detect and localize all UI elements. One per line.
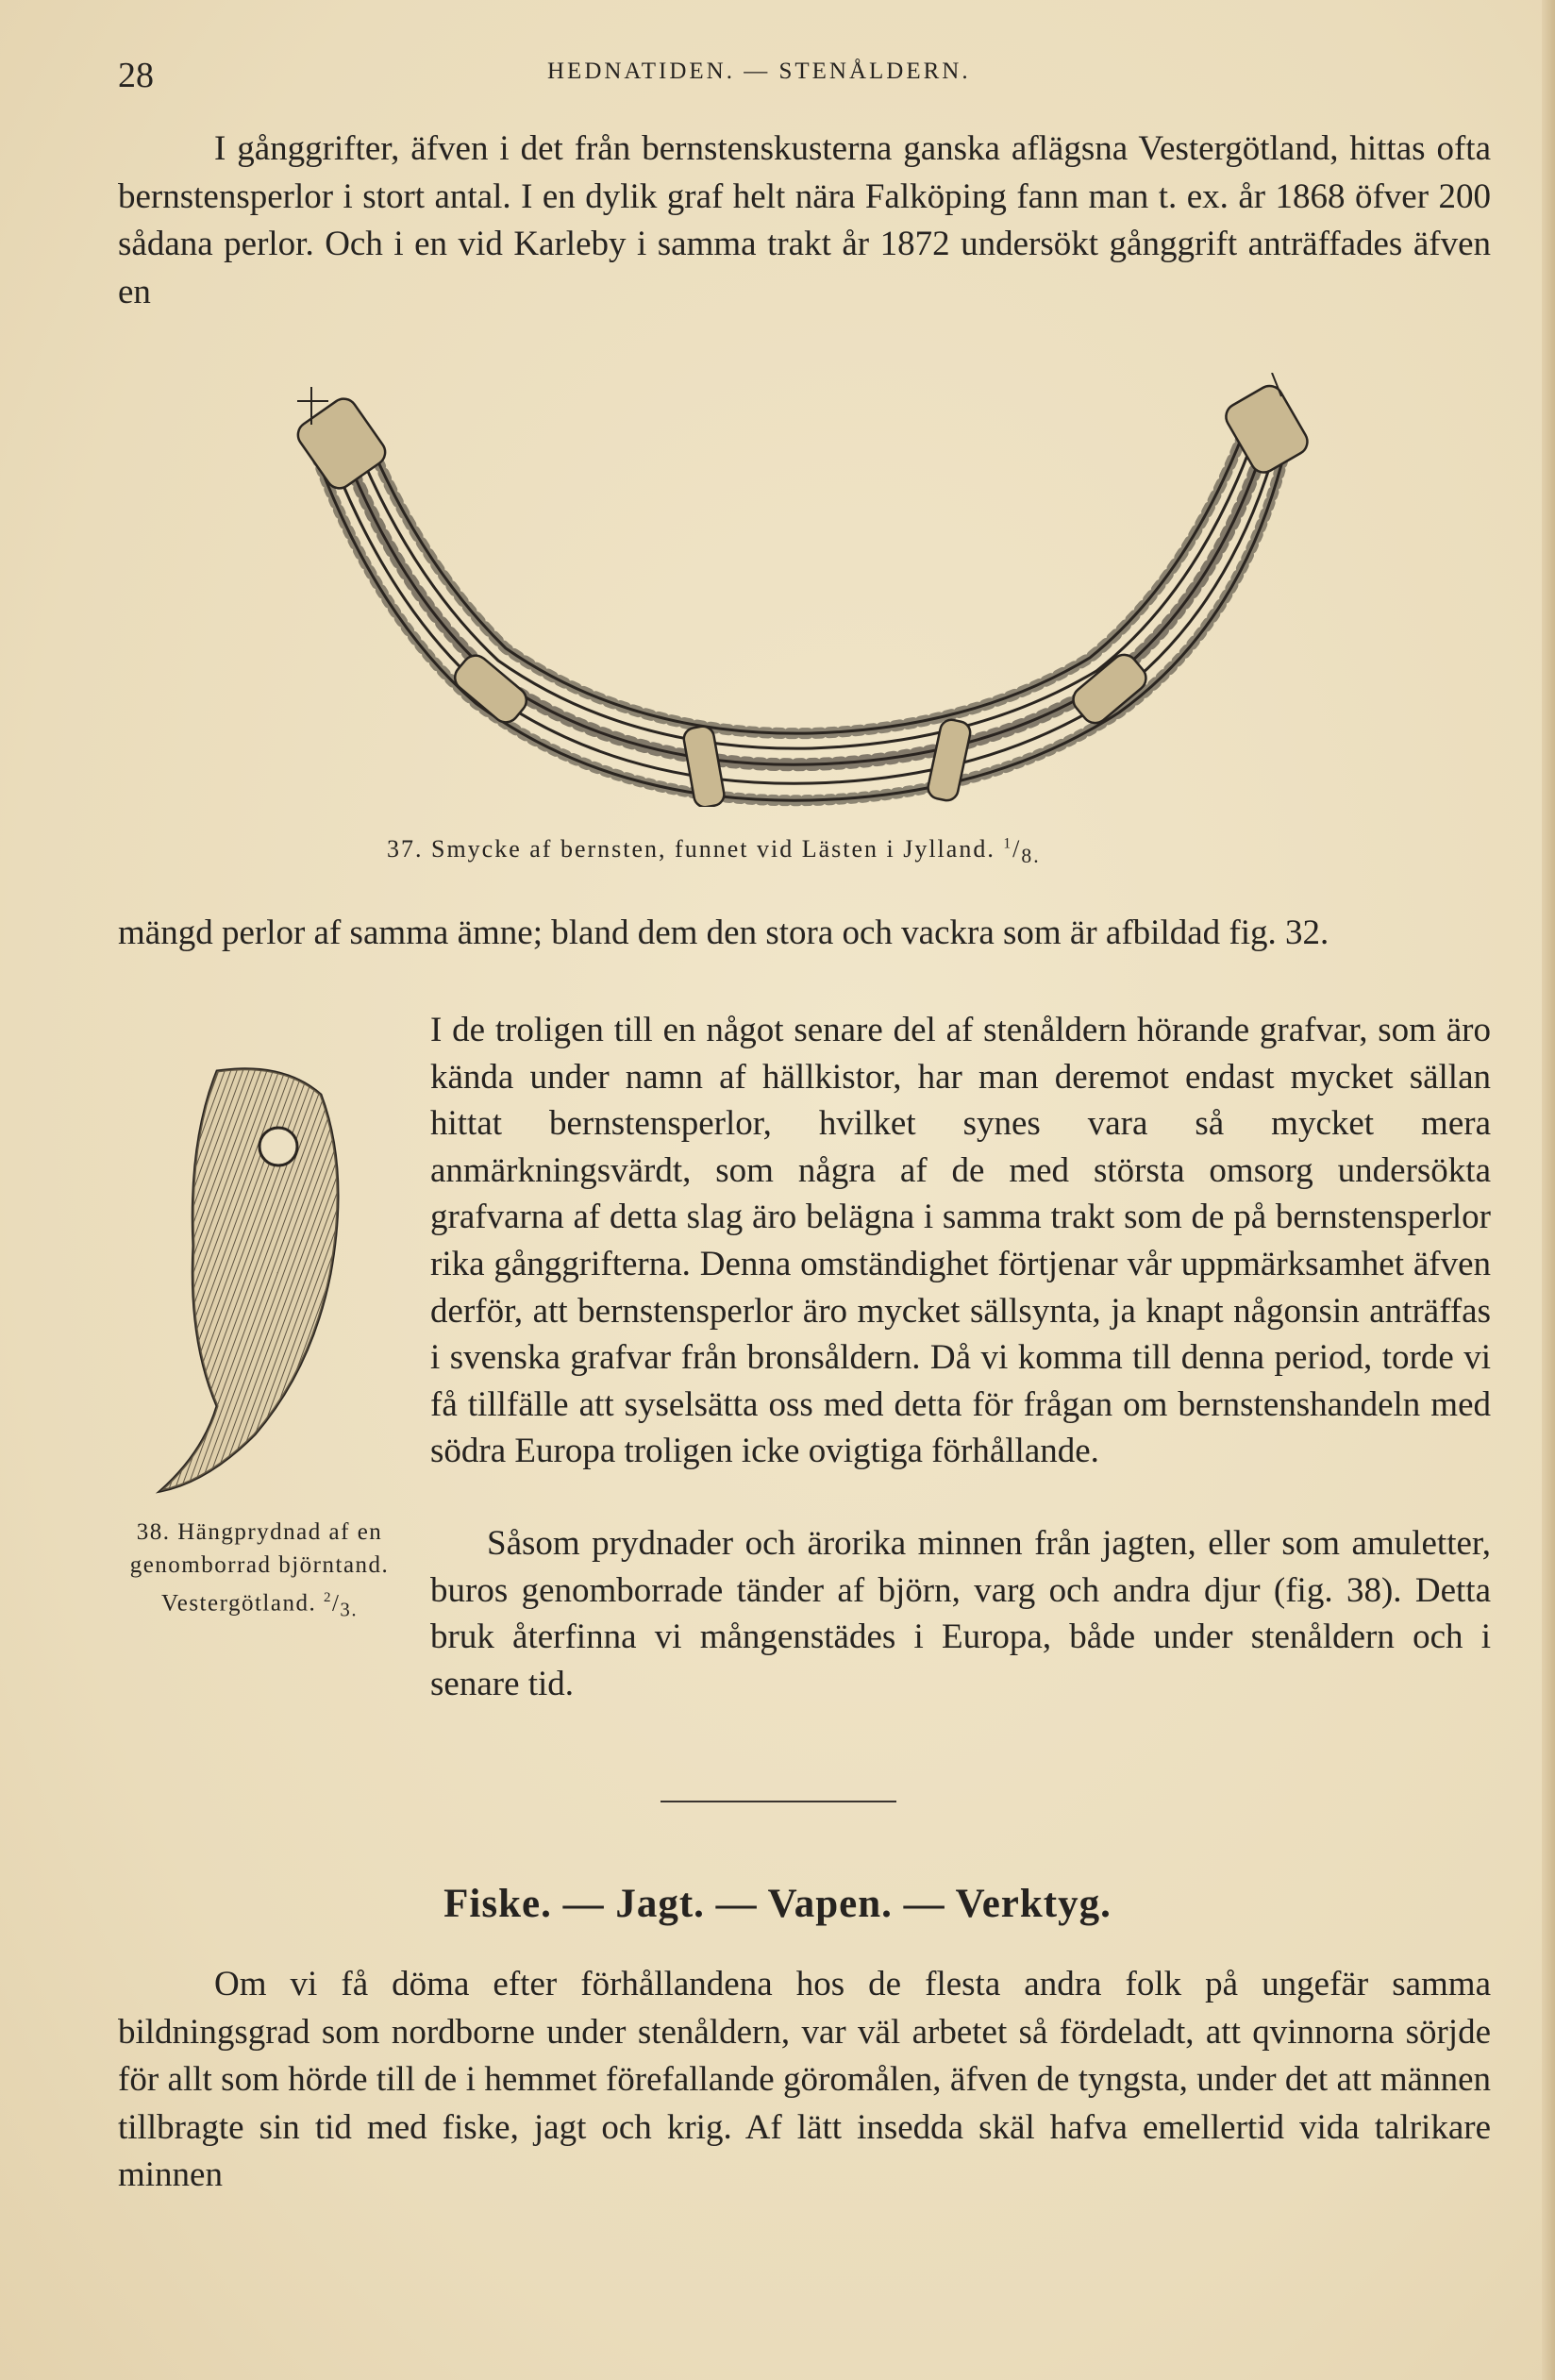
figure-38-bear-tooth (151, 1057, 387, 1510)
running-head: HEDNATIDEN. — STENÅLDERN. (547, 59, 971, 84)
figure-37-caption: 37. Smycke af bernsten, funnet vid Lästen i Jylland. $^1/_{8.}$ (387, 835, 1041, 868)
page-number: 28 (118, 56, 154, 95)
section-heading: Fiske. — Jagt. — Vapen. — Verktyg. (443, 1882, 1112, 1926)
figure-37-scale-denominator: 8. (1021, 845, 1041, 868)
page-edge (1542, 0, 1555, 2380)
figure-37-amber-necklace (283, 373, 1321, 807)
figure-38-caption: 38. Hängprydnad af en genomborrad björntand. Vestergötland. $^2/_{3.}$ (129, 1519, 390, 1621)
figure-38-scale-denominator: 3. (340, 1598, 359, 1621)
paragraph-amber-beads: I gånggrifter, äfven i det från bernstenskusterna ganska aflägsna Vestergötland, hittas ofta bernstensperlor i stort antal. I en dylik graf helt nära Falköping fann man t. ex. år 1868 öfver 200 sådana perlor. Och i en vid Karleby i samma trakt år 1872 undersökt gånggrift anträffades äfven en (118, 129, 1491, 311)
section-divider (660, 1801, 896, 1802)
figure-38-scale-numerator: 2 (323, 1590, 332, 1605)
figure-37-caption-text: 37. Smycke af bernsten, funnet vid Lästen i Jylland. (387, 835, 995, 863)
figure-37-scale-numerator: 1 (1003, 835, 1013, 852)
figure-38-caption-text: 38. Hängprydnad af en genomborrad björntand. Vestergötland. (129, 1519, 390, 1617)
paragraph-fishing-hunting: Om vi få döma efter förhållandena hos de flesta andra folk på ungefär samma bildningsgrad som nordborne under stenåldern, var väl arbetet så fördeladt, att qvinnorna sörjde för allt som hörde till de i hemmet förefallande göromålen, äfven de tyngsta, under det att männen tillbragte sin tid med fiske, jagt och krig. Af lätt insedda skäl hafva emellertid vida talrikare minnen (118, 1965, 1491, 2194)
paragraph-hallkistor: I de troligen till en något senare del af stenåldern hörande grafvar, som äro kända under namn af hällkistor, har man deremot endast mycket sällan hittat bernstensperlor, hvilket synes vara så mycket mera anmärkningsvärdt, som några af de med största omsorg undersökta grafvarna af detta slag äro belägna i samma trakt som de på bernstensperlor rika gånggrifterna. Denna omständighet förtjenar vår uppmärksamhet äfven derför, att bernstensperlor äro mycket sällsynta, ja knapt någonsin anträffas i svenska grafvar från bronsåldern. Då vi komma till denna period, torde vi få tillfälle att syselsätta oss med detta för frågan om bernstenshandeln med södra Europa troligen icke ovigtiga förhållande. (430, 1011, 1491, 1471)
paragraph-amulets: Såsom prydnader och ärorika minnen från jagten, eller som amuletter, buros genomborrade tänder af björn, varg och andra djur (fig. 38). Detta bruk återfinna vi mångenstädes i Europa, både under stenåldern och i senare tid. (430, 1524, 1491, 1703)
paragraph-amber-continued (118, 910, 1491, 958)
paragraph-amber-lead: mängd perlor af samma ämne; bland dem den stora och vackra som är afbildad fig. 32. (118, 913, 1329, 952)
